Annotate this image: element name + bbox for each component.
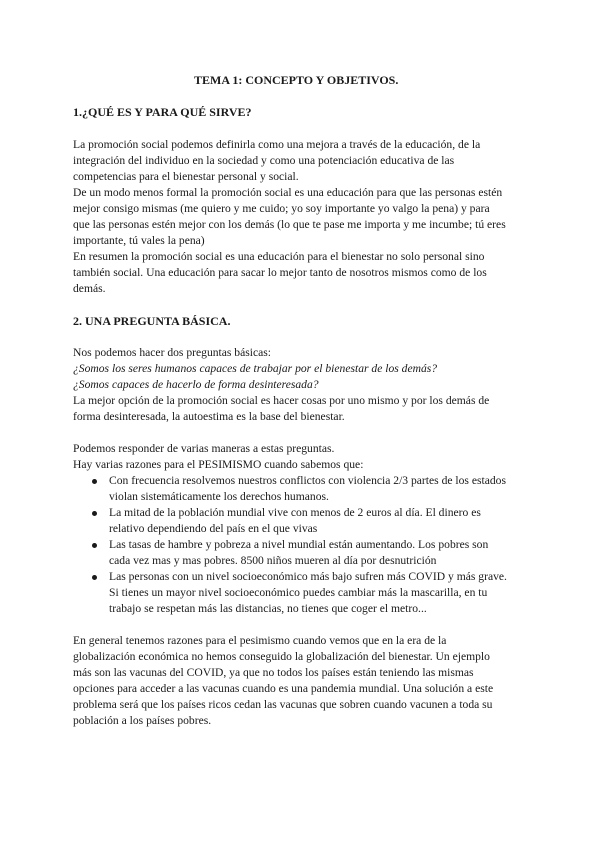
bullet-4-marker: [92, 575, 97, 580]
s2-p3-line-2: globalización económica no hemos conseguido la globalización del bienestar. Un ejemplo: [73, 650, 490, 663]
s1-p3-line-3: demás.: [73, 282, 106, 295]
s1-p3-line-2: también social. Una educación para sacar lo mejor tanto de nosotros mismos como de los: [73, 266, 487, 279]
s2-p3-line-1: En general tenemos razones para el pesimismo cuando vemos que en la era de la: [73, 634, 447, 647]
bullet-2-line-2: relativo dependiendo del país en el que vivas: [109, 522, 318, 535]
s2-p3-line-5: problema será que los países ricos cedan las vacunas que sobren cuando vacunen a toda su: [73, 698, 493, 711]
s2-intro: Nos podemos hacer dos preguntas básicas:: [73, 346, 272, 359]
bullet-3-line-1: Las tasas de hambre y pobreza a nivel mundial están aumentando. Los pobres son: [109, 538, 489, 551]
s1-p2-line-3: que las personas estén mejor con los demás (lo que te pase me importa y me incumbe; tú eres: [73, 218, 506, 231]
bullet-2-line-1: La mitad de la población mundial vive con menos de 2 euros al día. El dinero es: [109, 506, 481, 519]
s1-p1-line-3: competencias para el bienestar personal y social.: [73, 170, 299, 183]
section-1-heading: 1.¿QUÉ ES Y PARA QUÉ SIRVE?: [73, 105, 252, 119]
s1-p2-line-4: importante, tú vales la pena): [73, 234, 205, 247]
bullet-2-marker: [92, 511, 97, 516]
bullet-4-line-1: Las personas con un nivel socioeconómico más bajo sufren más COVID y más grave.: [109, 570, 507, 583]
s2-p3-line-6: población a los países pobres.: [73, 714, 212, 727]
s2-p1-line-1: La mejor opción de la promoción social es hacer cosas por uno mismo y por los demás de: [73, 394, 490, 407]
s2-p2-line-2: Hay varias razones para el PESIMISMO cuando sabemos que:: [73, 458, 364, 471]
bullet-4-line-3: trabajo se respetan más las distancias, no tienes que coger el metro...: [109, 602, 427, 615]
s2-question-1: ¿Somos los seres humanos capaces de trabajar por el bienestar de los demás?: [73, 362, 438, 375]
bullet-1-line-2: violan sistemáticamente los derechos humanos.: [109, 490, 329, 503]
section-2-heading: 2. UNA PREGUNTA BÁSICA.: [73, 314, 231, 328]
bullet-4-line-2: Si tienes un mayor nivel socioeconómico puedes cambiar más la mascarilla, en tu: [109, 586, 488, 599]
bullet-1-marker: [92, 479, 97, 484]
s2-question-2: ¿Somos capaces de hacerlo de forma desinteresada?: [73, 378, 319, 391]
s2-p3-line-3: más son las vacunas del COVID, ya que no todos los países están teniendo las mismas: [73, 666, 474, 679]
bullet-1-line-1: Con frecuencia resolvemos nuestros conflictos con violencia 2/3 partes de los estados: [109, 474, 506, 487]
bullet-3-marker: [92, 543, 97, 548]
s1-p3-line-1: En resumen la promoción social es una educación para el bienestar no solo personal sino: [73, 250, 485, 263]
s2-p1-line-2: forma desinteresada, la autoestima es la base del bienestar.: [73, 410, 345, 423]
s1-p1-line-1: La promoción social podemos definirla como una mejora a través de la educación, de la: [73, 138, 481, 151]
s2-p2-line-1: Podemos responder de varias maneras a estas preguntas.: [73, 442, 335, 455]
document-title: TEMA 1: CONCEPTO Y OBJETIVOS.: [194, 73, 399, 87]
s1-p2-line-2: mejor consigo mismas (me quiero y me cuido; yo soy importante yo valgo la pena) y para: [73, 202, 490, 215]
bullet-3-line-2: cada vez mas y mas pobres. 8500 niños mueren al día por desnutrición: [109, 554, 437, 567]
s1-p2-line-1: De un modo menos formal la promoción social es una educación para que las personas estén: [73, 186, 503, 199]
s1-p1-line-2: integración del individuo en la sociedad y como una potenciación educativa de las: [73, 154, 455, 167]
s2-p3-line-4: opciones para acceder a las vacunas cuando es una pandemia mundial. Una solución a este: [73, 682, 494, 695]
